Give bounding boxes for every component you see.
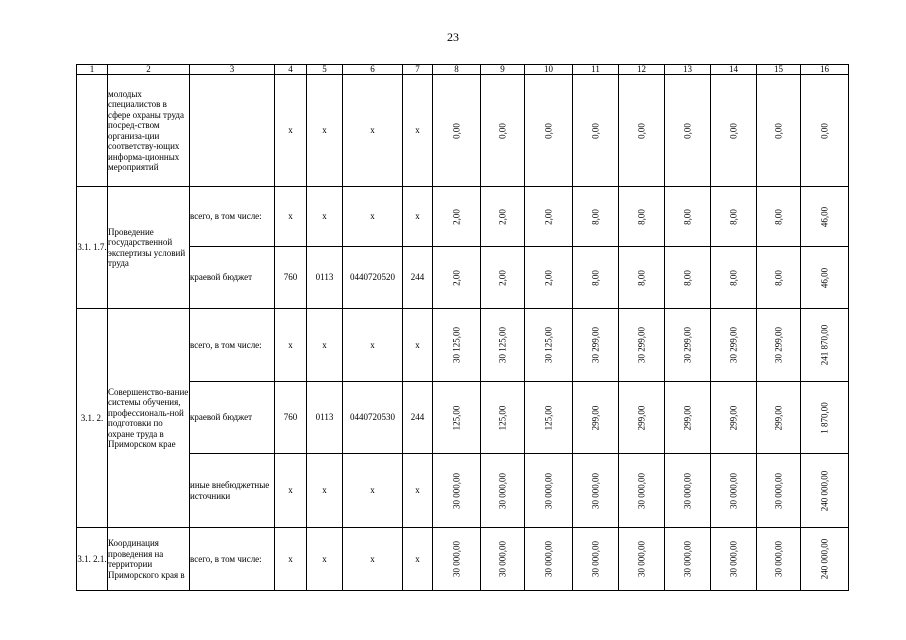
funding-value: 0,00 — [728, 122, 738, 139]
funding-value-cell — [481, 382, 525, 454]
funding-value: 125,00 — [497, 405, 507, 430]
target-article-code: 0440720520 — [343, 247, 403, 309]
funding-value-cell — [619, 75, 665, 187]
funding-value: 240 000,00 — [819, 470, 829, 511]
table-row — [77, 247, 849, 309]
table-row — [77, 309, 849, 382]
funding-value: 8,00 — [728, 208, 738, 225]
funding-value-cell — [801, 454, 849, 528]
row-number: 3.1. 2.1. — [77, 528, 108, 591]
target-article-code: 0440720530 — [343, 382, 403, 454]
funding-source: всего, в том числе: — [190, 187, 275, 247]
funding-value-cell — [711, 75, 757, 187]
section-code: х — [307, 187, 343, 247]
funding-value: 30 125,00 — [543, 327, 553, 363]
funding-value-cell — [433, 247, 481, 309]
table-row — [77, 75, 849, 187]
funding-value: 0,00 — [497, 122, 507, 139]
funding-value-cell — [481, 309, 525, 382]
expense-type-code: 244 — [403, 247, 433, 309]
header-cell: 14 — [711, 65, 757, 75]
funding-value: 30 000,00 — [773, 472, 783, 509]
funding-value: 46,00 — [819, 206, 829, 227]
funding-value: 30 299,00 — [728, 327, 738, 363]
funding-value-cell — [665, 309, 711, 382]
funding-value-cell — [801, 247, 849, 309]
funding-value: 241 870,00 — [819, 324, 829, 366]
funding-value-cell — [757, 187, 801, 247]
funding-value: 30 299,00 — [682, 327, 692, 363]
section-code: х — [307, 528, 343, 591]
funding-value-cell — [573, 528, 619, 591]
funding-value-cell — [619, 309, 665, 382]
header-cell: 5 — [307, 65, 343, 75]
funding-value-cell — [665, 75, 711, 187]
header-cell: 12 — [619, 65, 665, 75]
funding-value: 0,00 — [543, 122, 553, 139]
measure-name: Проведение государственной экспертизы условий труда — [108, 187, 190, 309]
target-article-code: х — [343, 528, 403, 591]
row-number: 3.1. 2. — [77, 309, 108, 528]
funding-value: 0,00 — [451, 122, 461, 139]
funding-value-cell — [573, 454, 619, 528]
header-cell: 11 — [573, 65, 619, 75]
funding-value-cell — [481, 75, 525, 187]
funding-value: 299,00 — [682, 405, 692, 430]
funding-value: 8,00 — [682, 269, 692, 286]
funding-value-cell — [433, 187, 481, 247]
header-cell: 6 — [343, 65, 403, 75]
funding-value-cell — [711, 309, 757, 382]
target-article-code: х — [343, 187, 403, 247]
funding-value-cell — [433, 528, 481, 591]
header-row — [77, 65, 849, 75]
funding-value-cell — [573, 309, 619, 382]
funding-value: 30 000,00 — [728, 472, 738, 509]
funding-value-cell — [711, 247, 757, 309]
funding-value: 30 000,00 — [773, 541, 783, 577]
table-row — [77, 187, 849, 247]
funding-value-cell — [801, 309, 849, 382]
funding-value: 0,00 — [590, 122, 600, 139]
page-number: 23 — [447, 30, 459, 44]
funding-value-cell — [481, 454, 525, 528]
funding-value-cell — [801, 75, 849, 187]
funding-value: 240 000,00 — [819, 538, 829, 580]
funding-value: 8,00 — [728, 269, 738, 286]
funding-value-cell — [757, 528, 801, 591]
funding-value: 2,00 — [543, 269, 553, 286]
funding-value-cell — [525, 528, 573, 591]
funding-value-cell — [525, 382, 573, 454]
funding-value-cell — [525, 309, 573, 382]
target-article-code: х — [343, 454, 403, 528]
funding-value: 299,00 — [590, 405, 600, 430]
funding-value: 30 000,00 — [451, 472, 461, 509]
target-article-code: х — [343, 309, 403, 382]
funding-value: 30 000,00 — [636, 541, 646, 577]
funding-value-cell — [481, 187, 525, 247]
funding-value: 2,00 — [543, 208, 553, 225]
funding-value-cell — [757, 247, 801, 309]
funding-value-cell — [711, 382, 757, 454]
funding-value: 30 000,00 — [451, 541, 461, 577]
funding-value: 30 299,00 — [590, 327, 600, 363]
funding-source: краевой бюджет — [190, 247, 275, 309]
funding-value: 0,00 — [819, 122, 829, 139]
funding-value: 30 000,00 — [682, 541, 692, 577]
section-code: 0113 — [307, 247, 343, 309]
funding-value: 30 000,00 — [543, 472, 553, 509]
funding-source: всего, в том числе: — [190, 528, 275, 591]
funding-value: 30 000,00 — [497, 541, 507, 577]
funding-value-cell — [757, 309, 801, 382]
funding-source: всего, в том числе: — [190, 309, 275, 382]
funding-value: 30 125,00 — [497, 327, 507, 363]
funding-value-cell — [665, 382, 711, 454]
funding-value-cell — [433, 75, 481, 187]
ministry-code: х — [275, 187, 307, 247]
header-cell: 8 — [433, 65, 481, 75]
ministry-code: 760 — [275, 382, 307, 454]
table-row — [77, 528, 849, 591]
funding-value: 2,00 — [451, 208, 461, 225]
table-row — [77, 382, 849, 454]
funding-value-cell — [433, 309, 481, 382]
funding-value-cell — [525, 75, 573, 187]
funding-value: 30 000,00 — [497, 472, 507, 509]
funding-value-cell — [711, 454, 757, 528]
funding-value: 30 000,00 — [543, 541, 553, 577]
funding-value: 30 000,00 — [636, 472, 646, 509]
funding-value-cell — [801, 528, 849, 591]
table-row — [77, 454, 849, 528]
expense-type-code: 244 — [403, 382, 433, 454]
header-cell: 7 — [403, 65, 433, 75]
header-cell: 4 — [275, 65, 307, 75]
funding-value: 299,00 — [636, 405, 646, 430]
funding-value: 125,00 — [451, 405, 461, 430]
funding-value-cell — [525, 454, 573, 528]
expense-type-code: х — [403, 454, 433, 528]
ministry-code: х — [275, 528, 307, 591]
funding-value: 0,00 — [773, 122, 783, 139]
funding-value-cell — [433, 454, 481, 528]
section-code: х — [307, 309, 343, 382]
funding-source: краевой бюджет — [190, 382, 275, 454]
budget-table — [76, 64, 849, 591]
section-code: х — [307, 454, 343, 528]
expense-type-code: х — [403, 187, 433, 247]
header-cell: 15 — [757, 65, 801, 75]
expense-type-code: х — [403, 309, 433, 382]
ministry-code: 760 — [275, 247, 307, 309]
section-code: 0113 — [307, 382, 343, 454]
funding-value-cell — [619, 528, 665, 591]
funding-value: 46,00 — [819, 267, 829, 288]
header-cell: 1 — [77, 65, 108, 75]
funding-value-cell — [573, 382, 619, 454]
funding-value: 299,00 — [728, 405, 738, 430]
funding-value-cell — [757, 454, 801, 528]
funding-value: 2,00 — [451, 269, 461, 286]
header-cell: 16 — [801, 65, 849, 75]
section-code: х — [307, 75, 343, 187]
funding-value: 2,00 — [497, 269, 507, 286]
funding-value: 30 000,00 — [728, 541, 738, 577]
funding-value-cell — [801, 187, 849, 247]
funding-value: 0,00 — [636, 122, 646, 139]
funding-value: 8,00 — [773, 208, 783, 225]
ministry-code: х — [275, 75, 307, 187]
funding-value: 1 870,00 — [819, 401, 829, 434]
funding-value: 8,00 — [590, 208, 600, 225]
funding-value-cell — [619, 382, 665, 454]
measure-name: Координация проведения на территории Приморского края в — [108, 528, 190, 591]
ministry-code: х — [275, 309, 307, 382]
funding-value-cell — [665, 247, 711, 309]
funding-value: 299,00 — [773, 405, 783, 430]
funding-value: 8,00 — [682, 208, 692, 225]
funding-value-cell — [665, 187, 711, 247]
funding-value: 8,00 — [590, 269, 600, 286]
ministry-code: х — [275, 454, 307, 528]
expense-type-code: х — [403, 528, 433, 591]
header-cell: 10 — [525, 65, 573, 75]
funding-value-cell — [665, 528, 711, 591]
header-cell: 3 — [190, 65, 275, 75]
funding-value-cell — [525, 247, 573, 309]
funding-value: 30 000,00 — [590, 472, 600, 509]
funding-value-cell — [757, 75, 801, 187]
funding-value-cell — [481, 528, 525, 591]
funding-value: 30 000,00 — [682, 472, 692, 509]
funding-value-cell — [573, 75, 619, 187]
funding-value: 30 000,00 — [590, 541, 600, 577]
funding-value: 8,00 — [636, 269, 646, 286]
measure-name: молодых специалистов в сфере охраны труда посред-ством организа-ции соответству-ющих информа-ционных мероприятий — [108, 75, 190, 187]
row-number — [77, 75, 108, 187]
funding-value-cell — [757, 382, 801, 454]
funding-value-cell — [711, 528, 757, 591]
funding-value-cell — [481, 247, 525, 309]
measure-name: Совершенство-вание системы обучения, профессиональ-ной подготовки по охране труда в Приморском крае — [108, 309, 190, 528]
funding-value-cell — [619, 247, 665, 309]
target-article-code: х — [343, 75, 403, 187]
funding-value: 30 299,00 — [636, 327, 646, 363]
funding-value-cell — [433, 382, 481, 454]
funding-value: 0,00 — [682, 122, 692, 139]
row-number: 3.1. 1.7. — [77, 187, 108, 309]
funding-value-cell — [573, 187, 619, 247]
funding-source — [190, 75, 275, 187]
funding-value-cell — [665, 454, 711, 528]
funding-value-cell — [801, 382, 849, 454]
funding-value-cell — [711, 187, 757, 247]
funding-value: 8,00 — [636, 208, 646, 225]
header-cell: 2 — [108, 65, 190, 75]
funding-source: иные внебюджетные источники — [190, 454, 275, 528]
funding-value: 30 299,00 — [773, 327, 783, 363]
expense-type-code: х — [403, 75, 433, 187]
header-cell: 13 — [665, 65, 711, 75]
funding-value: 30 125,00 — [451, 327, 461, 363]
funding-value-cell — [619, 187, 665, 247]
funding-value: 2,00 — [497, 208, 507, 225]
funding-value-cell — [525, 187, 573, 247]
funding-value: 8,00 — [773, 269, 783, 286]
table-body — [77, 65, 849, 591]
header-cell: 9 — [481, 65, 525, 75]
funding-value-cell — [573, 247, 619, 309]
funding-value: 125,00 — [543, 405, 553, 430]
funding-value-cell — [619, 454, 665, 528]
